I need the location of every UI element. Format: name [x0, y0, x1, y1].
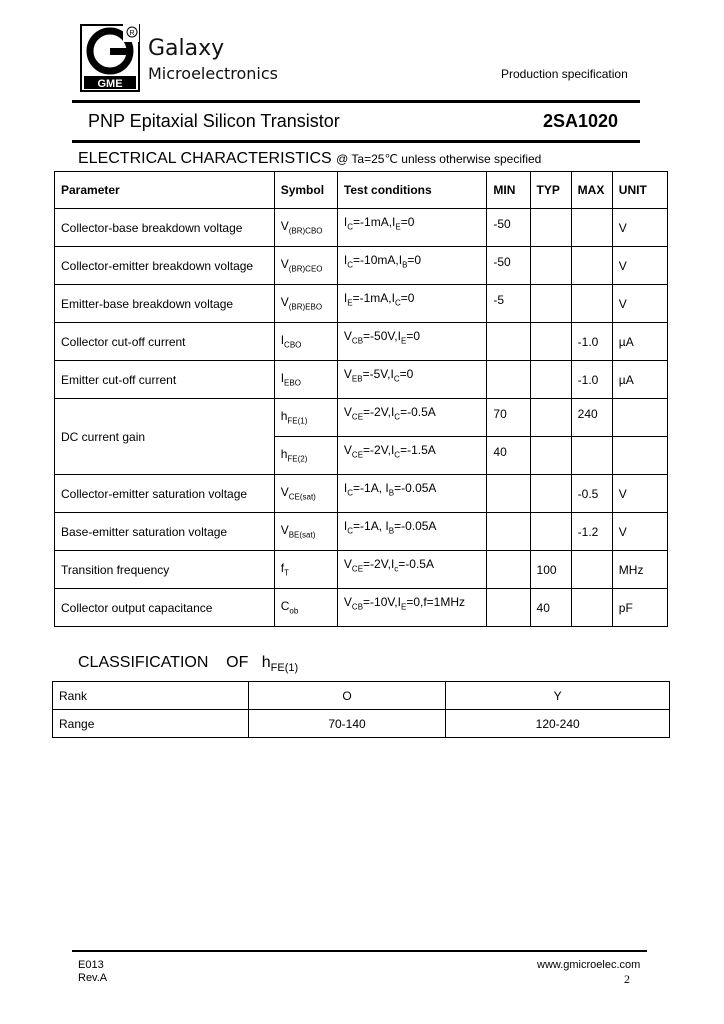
- param-cell: Collector-emitter breakdown voltage: [55, 247, 275, 285]
- symbol-main: f: [280, 561, 285, 576]
- max-cell-value: -1.2: [577, 524, 599, 539]
- electrical-table: [54, 171, 668, 627]
- typ-cell: [530, 513, 571, 551]
- param-cell: Collector cut-off current: [55, 323, 275, 361]
- symbol-cell: [274, 285, 337, 323]
- symbol-subscript: (BR)CBO: [288, 226, 323, 236]
- unit-cell-value: pF: [618, 600, 633, 615]
- unit-cell: [612, 475, 667, 513]
- max-cell-value: 240: [577, 406, 598, 421]
- symbol-main: V: [280, 219, 289, 234]
- condition-text: [343, 405, 436, 422]
- min-cell-value: -50: [493, 216, 511, 231]
- max-cell: [571, 323, 612, 361]
- min-cell-value: 70: [493, 406, 507, 421]
- rank-y: Y: [446, 682, 670, 710]
- website-link[interactable]: www.gmicroelec.com: [537, 959, 641, 971]
- symbol-cell: [274, 475, 337, 513]
- param-cell: Collector output capacitance: [55, 589, 275, 627]
- header-rule: [72, 100, 640, 103]
- classification-table: [52, 681, 670, 738]
- max-cell: [571, 399, 612, 437]
- gme-logo: [80, 24, 140, 92]
- typ-cell: [530, 589, 571, 627]
- symbol-subscript: ob: [289, 606, 299, 616]
- param-cell: Collector-emitter saturation voltage: [55, 475, 275, 513]
- condition-part: =0: [406, 329, 420, 344]
- electrical-condition: @ Ta=25℃ unless otherwise specified: [336, 152, 542, 166]
- table-row: [55, 551, 668, 589]
- condition-text: [343, 519, 437, 536]
- condition-subscript: c: [394, 564, 399, 574]
- symbol-main: I: [280, 371, 285, 386]
- unit-cell-value: MHz: [618, 562, 644, 577]
- col-test-conditions: Test conditions: [337, 172, 486, 209]
- table-row: [53, 682, 670, 710]
- symbol-subscript: FE(2): [287, 454, 308, 464]
- symbol-subscript: T: [284, 568, 289, 578]
- condition-subscript: B: [388, 526, 395, 536]
- classification-heading-symbol: h: [261, 654, 271, 671]
- condition-subscript: C: [347, 488, 354, 498]
- table-row: [55, 209, 668, 247]
- svg-text:R: R: [129, 30, 135, 37]
- unit-cell-value: V: [618, 220, 627, 235]
- condition-text: [343, 443, 436, 460]
- symbol-cell: [274, 247, 337, 285]
- max-cell: [571, 437, 612, 475]
- condition-subscript: E: [400, 602, 407, 612]
- unit-cell: [612, 285, 667, 323]
- condition-part: I: [343, 481, 348, 496]
- condition-subscript: E: [400, 336, 407, 346]
- typ-cell: [530, 323, 571, 361]
- unit-cell-value: V: [618, 296, 627, 311]
- min-cell: [487, 437, 530, 475]
- condition-part: V: [343, 595, 352, 610]
- condition-subscript: CE: [351, 412, 364, 422]
- max-cell: [571, 551, 612, 589]
- unit-cell-value: µA: [618, 372, 634, 387]
- symbol-subscript: (BR)EBO: [288, 302, 323, 312]
- condition-part: =-0.5A: [400, 405, 436, 420]
- condition-part: =0: [400, 215, 415, 230]
- condition-part: =-2V,I: [363, 405, 395, 420]
- max-cell-value: -0.5: [577, 486, 599, 501]
- condition-subscript: C: [347, 526, 354, 536]
- max-cell: [571, 589, 612, 627]
- param-cell: Collector-base breakdown voltage: [55, 209, 275, 247]
- condition-part: V: [343, 367, 352, 382]
- footer-rule: [72, 950, 647, 952]
- symbol-subscript: (BR)CEO: [288, 264, 323, 274]
- table-row: [53, 710, 670, 738]
- logo-text: GME: [97, 78, 123, 90]
- condition-part: I: [343, 253, 348, 268]
- electrical-heading: [78, 150, 541, 168]
- product-title: PNP Epitaxial Silicon Transistor: [88, 111, 340, 131]
- condition-text: [343, 291, 415, 308]
- condition-text: [343, 329, 420, 346]
- condition-cell: [337, 209, 486, 247]
- condition-subscript: CB: [351, 602, 364, 612]
- min-cell: [487, 361, 530, 399]
- param-cell: Emitter cut-off current: [55, 361, 275, 399]
- min-cell-value: 40: [493, 444, 507, 459]
- condition-text: [343, 253, 422, 270]
- condition-part: =-2V,I: [363, 557, 395, 572]
- condition-part: =0: [400, 291, 415, 306]
- condition-part: =-10V,I: [363, 595, 401, 610]
- col-typ: TYP: [530, 172, 571, 209]
- typ-cell: [530, 285, 571, 323]
- symbol-main: V: [280, 523, 289, 538]
- max-cell: [571, 361, 612, 399]
- condition-subscript: B: [388, 488, 395, 498]
- unit-cell: [612, 361, 667, 399]
- typ-cell: [530, 209, 571, 247]
- condition-part: =-50V,I: [363, 329, 401, 344]
- symbol-main: V: [280, 257, 289, 272]
- typ-cell-value: 100: [536, 562, 557, 577]
- unit-cell: [612, 513, 667, 551]
- symbol-cell: [274, 513, 337, 551]
- symbol-cell: [274, 437, 337, 475]
- condition-subscript: EB: [351, 374, 363, 384]
- condition-part: =-1A, I: [353, 519, 389, 534]
- rank-label: Rank: [53, 682, 249, 710]
- condition-part: =-2V,I: [363, 443, 395, 458]
- max-cell: [571, 285, 612, 323]
- unit-cell-value: µA: [618, 334, 634, 349]
- condition-part: =-0.05A: [394, 481, 437, 496]
- min-cell-value: -5: [493, 292, 505, 307]
- condition-subscript: C: [394, 412, 401, 422]
- param-cell: Base-emitter saturation voltage: [55, 513, 275, 551]
- classification-heading-subscript: FE(1): [270, 662, 299, 675]
- brand-name: Galaxy: [148, 36, 225, 61]
- table-row: [55, 399, 668, 437]
- min-cell: [487, 323, 530, 361]
- param-cell: DC current gain: [55, 399, 275, 475]
- table-row: [55, 513, 668, 551]
- symbol-main: h: [280, 409, 288, 424]
- min-cell: [487, 551, 530, 589]
- brand-subname: Microelectronics: [148, 64, 278, 83]
- condition-part: =-5V,I: [362, 367, 394, 382]
- condition-part: =-1mA,I: [353, 215, 396, 230]
- range-label: Range: [53, 710, 249, 738]
- unit-cell: [612, 399, 667, 437]
- condition-text: [343, 557, 434, 574]
- col-min: MIN: [487, 172, 530, 209]
- condition-subscript: E: [395, 222, 401, 232]
- condition-cell: [337, 551, 486, 589]
- table-row: [55, 247, 668, 285]
- condition-part: =0: [399, 367, 414, 382]
- max-cell: [571, 513, 612, 551]
- symbol-cell: [274, 361, 337, 399]
- max-cell: [571, 247, 612, 285]
- symbol-subscript: FE(1): [287, 416, 308, 426]
- unit-cell-value: V: [618, 524, 627, 539]
- condition-subscript: C: [347, 222, 354, 232]
- condition-text: [343, 367, 414, 384]
- condition-subscript: E: [347, 298, 353, 308]
- typ-cell: [530, 399, 571, 437]
- electrical-heading-text: ELECTRICAL CHARACTERISTICS: [78, 150, 332, 167]
- condition-part: =-0.5A: [398, 557, 434, 572]
- condition-part: =-1A, I: [353, 481, 389, 496]
- min-cell: [487, 247, 530, 285]
- condition-part: V: [343, 405, 352, 420]
- symbol-main: V: [280, 295, 289, 310]
- title-rule: [72, 140, 640, 143]
- condition-subscript: CE: [351, 564, 364, 574]
- condition-cell: [337, 247, 486, 285]
- symbol-subscript: EBO: [284, 378, 301, 388]
- condition-part: I: [343, 519, 348, 534]
- rank-o: O: [248, 682, 446, 710]
- condition-text: [343, 481, 437, 498]
- param-cell: Transition frequency: [55, 551, 275, 589]
- typ-cell: [530, 437, 571, 475]
- condition-cell: [337, 475, 486, 513]
- max-cell: [571, 209, 612, 247]
- condition-subscript: B: [402, 260, 408, 270]
- col-max: MAX: [571, 172, 612, 209]
- range-y: 120-240: [446, 710, 670, 738]
- symbol-main: C: [280, 599, 290, 614]
- condition-text: [343, 595, 466, 612]
- condition-part: V: [343, 329, 352, 344]
- classification-heading-text: CLASSIFICATION OF: [78, 654, 249, 671]
- condition-cell: [337, 323, 486, 361]
- unit-cell: [612, 589, 667, 627]
- table-header-row: [55, 172, 668, 209]
- classification-heading: [78, 654, 298, 674]
- min-cell: [487, 513, 530, 551]
- unit-cell: [612, 209, 667, 247]
- condition-subscript: C: [347, 260, 354, 270]
- condition-part: =0: [407, 253, 422, 268]
- condition-subscript: CB: [351, 336, 364, 346]
- condition-part: =-1.5A: [400, 443, 436, 458]
- max-cell-value: -1.0: [577, 372, 599, 387]
- condition-part: V: [343, 557, 352, 572]
- symbol-main: V: [280, 485, 289, 500]
- min-cell: [487, 475, 530, 513]
- condition-part: V: [343, 443, 352, 458]
- condition-subscript: C: [394, 298, 401, 308]
- col-unit: UNIT: [612, 172, 667, 209]
- max-cell: [571, 475, 612, 513]
- table-row: [55, 323, 668, 361]
- spec-label: Production specification: [501, 67, 628, 81]
- typ-cell: [530, 475, 571, 513]
- condition-part: =0,f=1MHz: [406, 595, 466, 610]
- min-cell: [487, 285, 530, 323]
- table-row: [55, 285, 668, 323]
- typ-cell: [530, 361, 571, 399]
- condition-subscript: C: [393, 374, 400, 384]
- unit-cell-value: V: [618, 486, 627, 501]
- typ-cell: [530, 551, 571, 589]
- symbol-cell: [274, 209, 337, 247]
- symbol-cell: [274, 323, 337, 361]
- table-row: [55, 475, 668, 513]
- doc-code: E013: [78, 959, 104, 971]
- condition-text: [343, 215, 415, 232]
- condition-subscript: C: [394, 450, 401, 460]
- typ-cell: [530, 247, 571, 285]
- part-number: 2SA1020: [543, 111, 619, 131]
- min-cell-value: -50: [493, 254, 511, 269]
- symbol-subscript: CBO: [284, 340, 302, 350]
- symbol-subscript: BE(sat): [288, 530, 316, 540]
- symbol-cell: [274, 551, 337, 589]
- condition-part: I: [343, 291, 348, 306]
- condition-cell: [337, 399, 486, 437]
- symbol-main: h: [280, 447, 288, 462]
- symbol-main: I: [280, 333, 285, 348]
- unit-cell: [612, 247, 667, 285]
- col-symbol: Symbol: [274, 172, 337, 209]
- range-o: 70-140: [248, 710, 446, 738]
- doc-revision: Rev.A: [78, 972, 108, 984]
- unit-cell: [612, 551, 667, 589]
- condition-part: I: [343, 215, 348, 230]
- condition-part: =-0.05A: [394, 519, 437, 534]
- typ-cell-value: 40: [536, 600, 550, 615]
- condition-subscript: CE: [351, 450, 364, 460]
- min-cell: [487, 589, 530, 627]
- condition-cell: [337, 437, 486, 475]
- min-cell: [487, 399, 530, 437]
- unit-cell-value: V: [618, 258, 627, 273]
- unit-cell: [612, 323, 667, 361]
- condition-cell: [337, 361, 486, 399]
- page-number: 2: [624, 972, 630, 986]
- condition-part: =-10mA,I: [353, 253, 403, 268]
- symbol-subscript: CE(sat): [288, 492, 316, 502]
- condition-cell: [337, 589, 486, 627]
- max-cell-value: -1.0: [577, 334, 599, 349]
- condition-cell: [337, 285, 486, 323]
- col-parameter: Parameter: [55, 172, 275, 209]
- symbol-cell: [274, 589, 337, 627]
- min-cell: [487, 209, 530, 247]
- condition-cell: [337, 513, 486, 551]
- unit-cell: [612, 437, 667, 475]
- table-row: [55, 589, 668, 627]
- param-cell: Emitter-base breakdown voltage: [55, 285, 275, 323]
- condition-part: =-1mA,I: [352, 291, 395, 306]
- symbol-cell: [274, 399, 337, 437]
- table-row: [55, 361, 668, 399]
